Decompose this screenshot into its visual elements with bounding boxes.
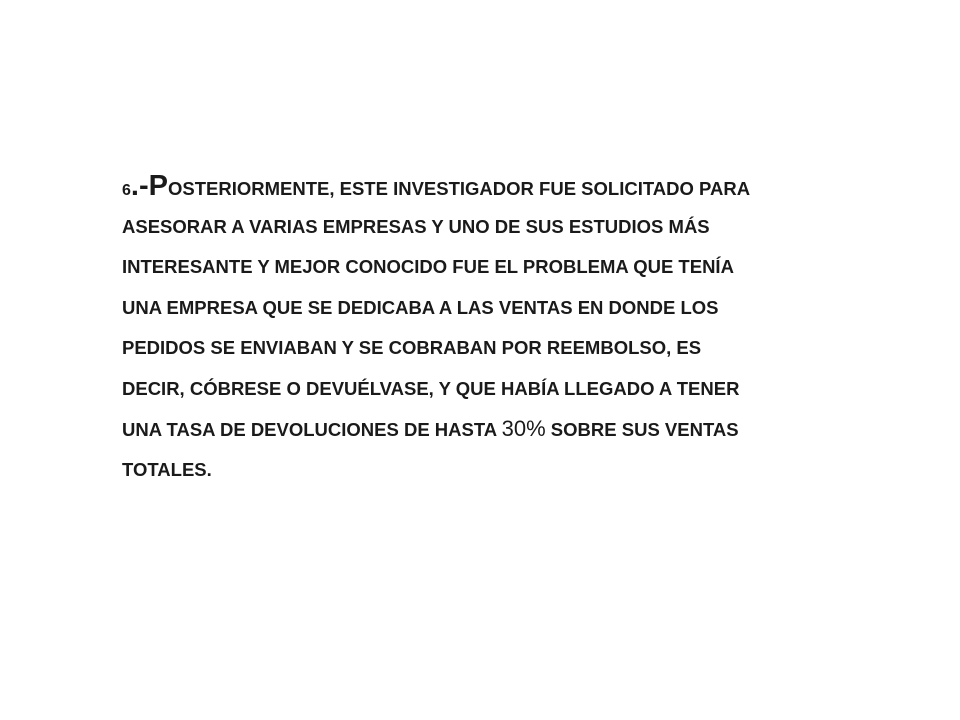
line-text: UNA TASA DE DEVOLUCIONES DE HASTA bbox=[122, 419, 502, 440]
body-paragraph bbox=[122, 166, 842, 490]
paragraph-line-8: TOTALES. bbox=[122, 458, 212, 480]
paragraph-line-1 bbox=[122, 166, 842, 207]
paragraph-line-3: INTERESANTE Y MEJOR CONOCIDO FUE EL PROBLEMA QUE TENÍA bbox=[122, 256, 734, 277]
line-text: SOBRE SUS VENTAS bbox=[545, 419, 739, 440]
paragraph-line-4: UNA EMPRESA QUE SE DEDICABA A LAS VENTAS EN DONDE LOS bbox=[122, 296, 719, 318]
paragraph-line-7 bbox=[122, 409, 842, 450]
paragraph-line-6: DECIR, CÓBRESE O DEVUÉLVASE, Y QUE HABÍA LLEGADO A TENER bbox=[122, 377, 740, 399]
drop-capital: .-P bbox=[130, 170, 168, 202]
paragraph-line-2: ASESORAR A VARIAS EMPRESAS Y UNO DE SUS ESTUDIOS MÁS bbox=[122, 215, 710, 237]
line-text: OSTERIORMENTE, ESTE INVESTIGADOR FUE SOLICITADO PARA bbox=[167, 178, 751, 199]
percentage-value: 30% bbox=[501, 416, 546, 441]
paragraph-line-5: PEDIDOS SE ENVIABAN Y SE COBRABAN POR REEMBOLSO, ES bbox=[122, 337, 702, 358]
item-number: 6 bbox=[122, 182, 131, 199]
